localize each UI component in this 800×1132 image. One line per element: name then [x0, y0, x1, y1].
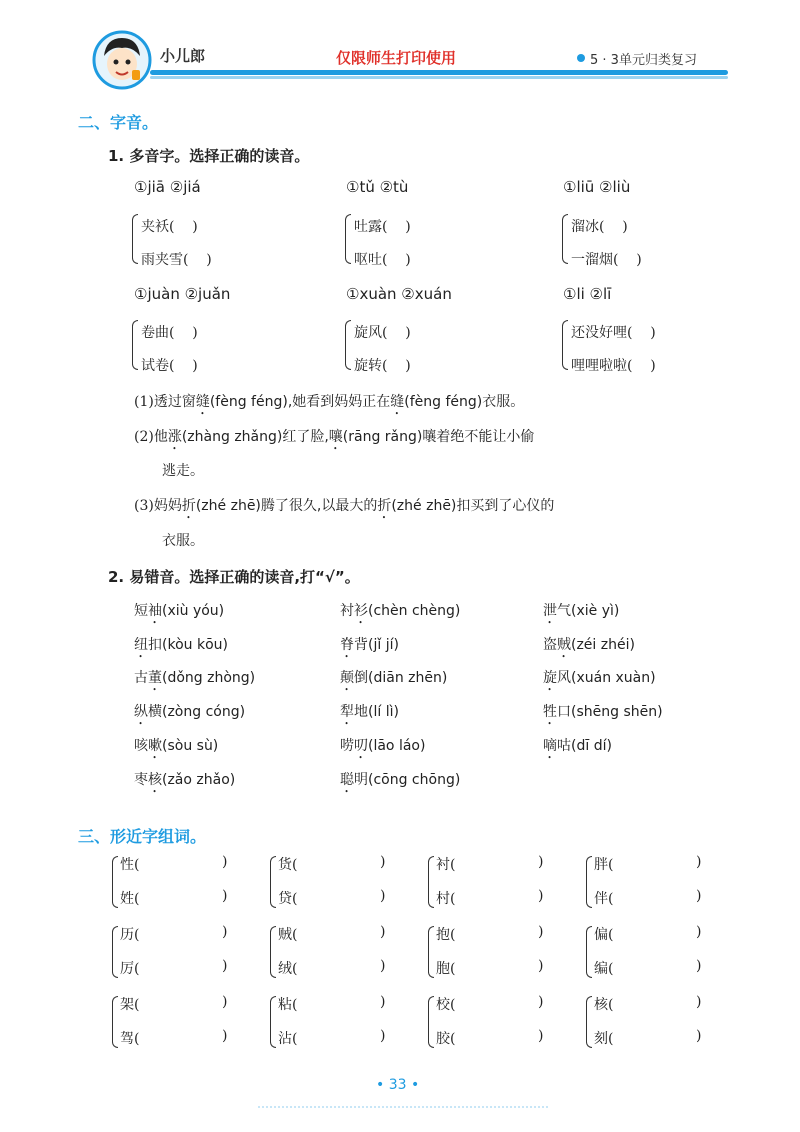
group-4-options: ①juàn ②juǎn: [134, 285, 231, 303]
word-blank[interactable]: 校( ): [436, 994, 544, 1013]
brace: [562, 214, 568, 264]
pronunciation-item[interactable]: 聪明(cōng chōng): [340, 771, 461, 788]
word-blank[interactable]: 沾( ): [278, 1028, 386, 1047]
brand-name: 小儿郎: [160, 47, 206, 65]
group-6-options: ①li ②lī: [563, 285, 612, 303]
pronunciation-item[interactable]: 唠叨(lāo láo): [340, 737, 426, 754]
brace: [112, 856, 118, 908]
group-3-word-2: 一溜烟( ): [571, 252, 642, 268]
pronunciation-item[interactable]: 脊背(jǐ jí): [340, 636, 399, 653]
pronunciation-item[interactable]: 短袖(xiù yóu): [134, 603, 225, 619]
pronunciation-item[interactable]: 牲口(shēng shēn): [543, 704, 663, 721]
brace: [112, 996, 118, 1048]
brace: [562, 320, 568, 370]
group-5-options: ①xuàn ②xuán: [346, 285, 452, 303]
pronunciation-grid: [134, 600, 734, 800]
word-blank[interactable]: 村( ): [436, 888, 544, 907]
group-4-word-1: 卷曲( ): [141, 325, 198, 341]
word-blank[interactable]: 驾( ): [120, 1028, 228, 1047]
footer-rule: [258, 1106, 548, 1110]
pronunciation-item[interactable]: 盗贼(zéi zhéi): [543, 636, 635, 653]
sentence-3: (3)妈妈折(zhé zhē)腾了很久,以最大的折(zhé zhē)扣买到了心仪的: [134, 498, 555, 514]
word-blank[interactable]: 胶( ): [436, 1028, 544, 1047]
similar-char-grid: [112, 854, 722, 1064]
question-2-title: 2. 易错音。选择正确的读音,打“√”。: [108, 568, 360, 586]
word-blank[interactable]: 胞( ): [436, 958, 544, 977]
group-3-word-1: 溜冰( ): [571, 219, 628, 235]
word-blank[interactable]: 偏( ): [594, 924, 702, 943]
brace: [345, 214, 351, 264]
section-3-title: 三、形近字组词。: [78, 827, 207, 846]
pronunciation-item[interactable]: 旋风(xuán xuàn): [543, 670, 656, 687]
brace: [586, 926, 592, 978]
brace: [132, 320, 138, 370]
unit-bullet-icon: [577, 54, 585, 62]
group-5-word-2: 旋转( ): [354, 358, 411, 374]
sentence-2-cont: 逃走。: [162, 463, 204, 479]
header-rule-light: [150, 76, 728, 79]
pronunciation-item[interactable]: 纽扣(kòu kōu): [134, 636, 228, 653]
group-3-options: ①liū ②liù: [563, 178, 631, 196]
brace: [270, 996, 276, 1048]
sentence-1: (1)透过窗缝(fèng féng),她看到妈妈正在缝(fèng féng)衣服。: [134, 394, 525, 410]
word-blank[interactable]: 架( ): [120, 994, 228, 1013]
print-notice: 仅限师生打印使用: [336, 49, 457, 67]
brace: [428, 996, 434, 1048]
brace: [270, 926, 276, 978]
group-1-word-1: 夹袄( ): [141, 219, 198, 235]
word-blank[interactable]: 衬( ): [436, 854, 544, 873]
word-blank[interactable]: 厉( ): [120, 958, 228, 977]
word-blank[interactable]: 绒( ): [278, 958, 386, 977]
brace: [428, 856, 434, 908]
pronunciation-item[interactable]: 古董(dǒng zhòng): [134, 670, 256, 687]
pronunciation-item[interactable]: 咳嗽(sòu sù): [134, 737, 219, 754]
brace: [345, 320, 351, 370]
header-rule: [150, 70, 728, 75]
pronunciation-item[interactable]: 纵横(zòng cóng): [134, 704, 246, 721]
brace: [270, 856, 276, 908]
word-blank[interactable]: 抱( ): [436, 924, 544, 943]
word-blank[interactable]: 核( ): [594, 994, 702, 1013]
word-blank[interactable]: 伴( ): [594, 888, 702, 907]
word-blank[interactable]: 刻( ): [594, 1028, 702, 1047]
brace: [586, 856, 592, 908]
brace: [112, 926, 118, 978]
group-2-options: ①tǔ ②tù: [346, 178, 409, 196]
pronunciation-item[interactable]: 衬衫(chèn chèng): [340, 603, 461, 619]
word-blank[interactable]: 历( ): [120, 924, 228, 943]
word-blank[interactable]: 性( ): [120, 854, 228, 873]
word-blank[interactable]: 贼( ): [278, 924, 386, 943]
group-1-options: ①jiā ②jiá: [134, 178, 201, 196]
group-5-word-1: 旋风( ): [354, 325, 411, 341]
pronunciation-item[interactable]: 颠倒(diān zhēn): [340, 670, 448, 687]
section-2-title: 二、字音。: [78, 113, 159, 132]
word-blank[interactable]: 编( ): [594, 958, 702, 977]
group-1-word-2: 雨夹雪( ): [141, 252, 212, 268]
word-blank[interactable]: 货( ): [278, 854, 386, 873]
group-2-word-1: 吐露( ): [354, 219, 411, 235]
word-blank[interactable]: 胖( ): [594, 854, 702, 873]
brace: [586, 996, 592, 1048]
pronunciation-item[interactable]: 嘀咕(dī dí): [543, 737, 612, 754]
brace: [428, 926, 434, 978]
group-6-word-1: 还没好哩( ): [571, 325, 656, 341]
sentence-2: (2)他涨(zhàng zhǎng)红了脸,嚷(rāng rǎng)嚷着绝不能让小偷: [134, 429, 535, 445]
unit-title: 5 · 3单元归类复习: [590, 53, 697, 68]
group-4-word-2: 试卷( ): [141, 358, 198, 374]
word-blank[interactable]: 粘( ): [278, 994, 386, 1013]
pronunciation-item[interactable]: 枣核(zǎo zhǎo): [134, 771, 236, 788]
group-6-word-2: 哩哩啦啦( ): [571, 358, 656, 374]
mascot-logo-icon: [92, 30, 152, 90]
pronunciation-item[interactable]: 犁地(lí lì): [340, 704, 399, 721]
word-blank[interactable]: 贷( ): [278, 888, 386, 907]
word-blank[interactable]: 姓( ): [120, 888, 228, 907]
question-1-title: 1. 多音字。选择正确的读音。: [108, 147, 310, 165]
group-2-word-2: 呕吐( ): [354, 252, 411, 268]
sentence-3-cont: 衣服。: [162, 533, 204, 549]
brace: [132, 214, 138, 264]
page-number: • 33 •: [376, 1077, 420, 1093]
pronunciation-item[interactable]: 泄气(xiè yì): [543, 603, 620, 619]
